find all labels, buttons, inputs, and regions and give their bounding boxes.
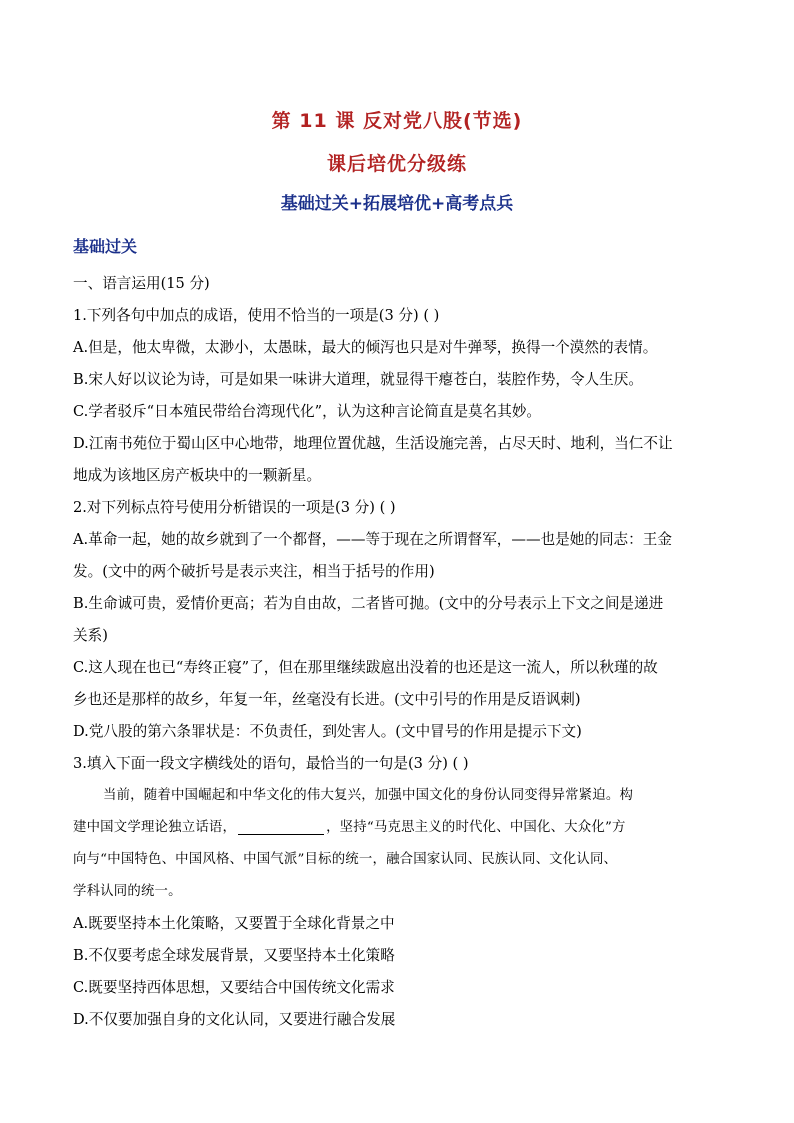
question-1-option-c: C.学者驳斥“日本殖民带给台湾现代化”，认为这种言论简直是莫名其妙。 [73,403,542,420]
exercise-subtitle: 课后培优分级练 [326,153,467,175]
passage-line-2-part-a: 建中国文学理论独立话语， [73,820,237,835]
passage-line-1: 当前，随着中国崛起和中华文化的伟大复兴，加强中国文化的身份认同变得异常紧迫。构 [103,788,634,803]
question-1-option-d-line2: 地成为该地区房产板块中的一颗新星。 [73,467,322,484]
question-2-option-b-line2: 关系) [73,627,108,644]
passage-line-2 [73,816,626,835]
question-2-option-b-line1: B.生命诚可贵，爱情价更高；若为自由故，二者皆可抛。(文中的分号表示上下文之间是递进 [73,595,664,612]
question-3-stem: 3.填入下面一段文字横线处的语句，最恰当的一句是(3 分) ( ) [73,755,469,772]
passage-line-2-part-b: ，坚持“马克思主义的时代化、中国化、大众化”方 [326,820,626,835]
question-2-option-c-line1: C.这人现在也已“寿终正寝”了，但在那里继续跋扈出没着的也还是这一流人，所以秋瑾的故 [73,659,658,676]
lesson-title: 第 11 课 反对党八股(节选) [271,110,523,132]
part-heading: 一、语言运用(15 分) [73,275,210,292]
exercise-tagline: 基础过关+拓展培优+高考点兵 [280,194,514,214]
question-2-option-a-line2: 发。(文中的两个破折号是表示夹注，相当于括号的作用) [73,563,435,580]
passage-line-4: 学科认同的统一。 [73,884,182,899]
fill-in-blank [238,820,324,835]
question-1-option-a: A.但是，他太卑微，太渺小，太愚昧，最大的倾泻也只是对牛弹琴，换得一个漠然的表情。 [73,339,658,356]
question-1-option-b: B.宋人好以议论为诗，可是如果一味讲大道理，就显得干瘪苍白，装腔作势，令人生厌。 [73,371,643,388]
question-2-stem: 2.对下列标点符号使用分析错误的一项是(3 分) ( ) [73,499,396,516]
passage-line-3: 向与“中国特色、中国风格、中国气派”目标的统一，融合国家认同、民族认同、文化认同、 [73,852,618,867]
question-3-option-a: A.既要坚持本土化策略，又要置于全球化背景之中 [73,915,395,932]
question-3-option-d: D.不仅要加强自身的文化认同，又要进行融合发展 [73,1011,396,1028]
question-3-option-b: B.不仅要考虑全球发展背景，又要坚持本土化策略 [73,947,395,964]
section-title: 基础过关 [73,237,138,256]
question-3-option-c: C.既要坚持西体思想，又要结合中国传统文化需求 [73,979,395,996]
question-2-option-d: D.党八股的第六条罪状是：不负责任，到处害人。(文中冒号的作用是提示下文) [73,723,582,740]
question-2-option-a-line1: A.革命一起，她的故乡就到了一个都督，——等于现在之所谓督军，——也是她的同志：王金 [73,531,672,548]
question-2-option-c-line2: 乡也还是那样的故乡，年复一年，丝毫没有长进。(文中引号的作用是反语讽刺) [73,691,581,708]
question-1-option-d-line1: D.江南书苑位于蜀山区中心地带，地理位置优越，生活设施完善，占尽天时、地利，当仁不让 [73,435,673,452]
question-1-stem: 1.下列各句中加点的成语，使用不恰当的一项是(3 分) ( ) [73,307,440,324]
